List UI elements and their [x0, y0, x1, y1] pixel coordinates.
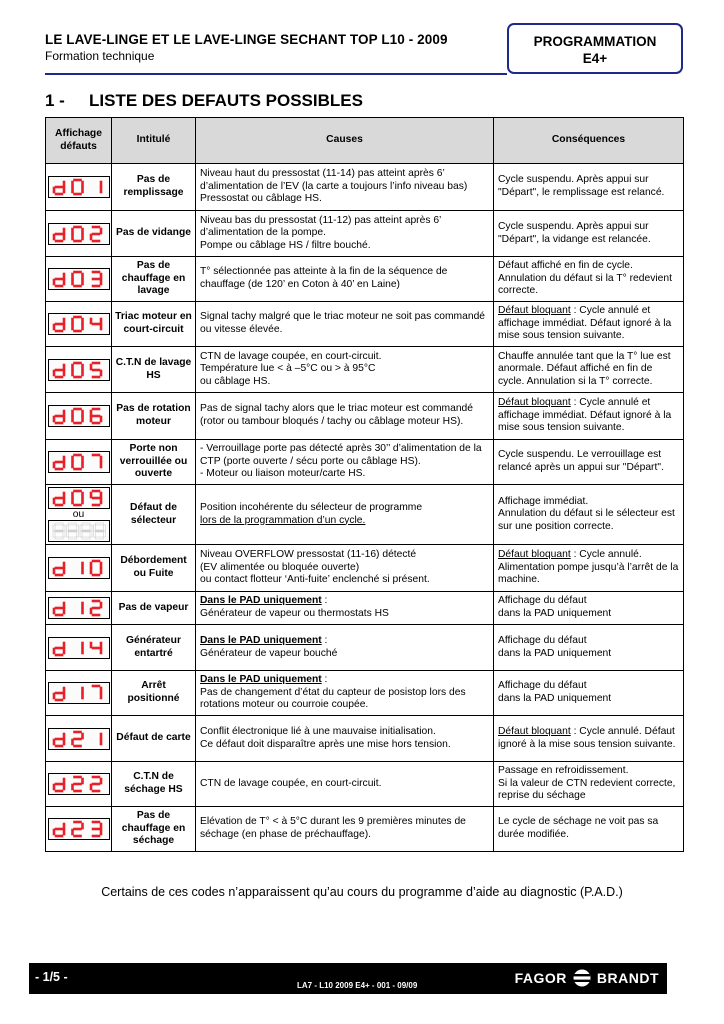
programmation-box: [507, 23, 683, 74]
consequence-line: Passage en refroidissement.: [498, 765, 629, 777]
table-row: [46, 257, 684, 302]
cause-line: Générateur de vapeur ou thermostats HS: [200, 608, 389, 619]
segment-display-icon: [48, 728, 110, 750]
consequence-line: Affichage immédiat.: [498, 495, 589, 507]
defect-consequences: [494, 393, 684, 440]
cause-line: ou contact flotteur ‘Anti-fuite’ enclenché si présent.: [200, 574, 430, 586]
consequence-line: : Cycle annulé. Alimentation pompe jusqu’à l’arrêt de la machine.: [498, 549, 679, 586]
consequence-line: Si la valeur de CTN redevient correcte, reprise du séchage: [498, 777, 676, 802]
defect-display-cell: [46, 440, 112, 485]
consequence-line: Défaut affiché en fin de cycle. Annulation du défaut si la T° redevient correcte.: [498, 260, 672, 297]
brand-right: BRANDT: [596, 970, 659, 986]
defect-label: Défaut de carte: [112, 716, 196, 762]
consequence-line: Affichage du défaut: [498, 595, 587, 607]
defect-causes: [196, 257, 494, 302]
consequence-line: Affichage du défaut: [498, 680, 587, 692]
defect-label: Triac moteur en court-circuit: [112, 302, 196, 347]
cause-line: Niveau bas du pressostat (11-12) pas atteint après 6’ d’alimentation de la pompe.: [200, 214, 441, 239]
defect-label: C.T.N de lavage HS: [112, 347, 196, 393]
defect-label: Pas de chauffage en lavage: [112, 257, 196, 302]
table-row: [46, 671, 684, 716]
segment-display-dim-icon: [48, 520, 110, 542]
defect-label: Pas de remplissage: [112, 164, 196, 211]
blocking-defect-label: Défaut bloquant: [498, 397, 571, 409]
defect-consequences: [494, 807, 684, 852]
table-row: [46, 716, 684, 762]
defect-causes: [196, 762, 494, 807]
defect-causes: [196, 211, 494, 257]
defect-label: Pas de rotation moteur: [112, 393, 196, 440]
segment-display-icon: [48, 597, 110, 619]
defect-consequences: [494, 347, 684, 393]
table-row: [46, 347, 684, 393]
table-row: [46, 440, 684, 485]
page-number: - 1/5 -: [35, 970, 68, 984]
cause-line: Niveau haut du pressostat (11-14) pas atteint après 6’ d’alimentation de l’EV (la carte a toujours l’info niveau bas): [200, 168, 468, 192]
table-row: [46, 164, 684, 211]
table-row: [46, 545, 684, 592]
blocking-defect-label: Défaut bloquant: [498, 549, 571, 561]
section-number: 1 -: [45, 91, 65, 110]
defect-label: Débordement ou Fuite: [112, 545, 196, 592]
defect-label: Générateur entartré: [112, 625, 196, 671]
consequence-line: dans la PAD uniquement: [498, 608, 612, 619]
segment-display-icon: [48, 268, 110, 290]
consequence-line: : Cycle annulé et affichage immédiat. Défaut ignoré à la mise sous tension suivante.: [498, 305, 672, 342]
segment-display-icon: [48, 487, 110, 509]
segment-display-icon: [48, 451, 110, 473]
segment-display-icon: [48, 637, 110, 659]
cause-line: Niveau OVERFLOW pressostat (11-16) détecté: [200, 549, 417, 561]
cause-line: Signal tachy malgré que le triac moteur ne soit pas commandé ou vitesse élevée.: [200, 311, 486, 335]
cause-line: (EV alimentée ou bloquée ouverte): [200, 561, 360, 573]
cause-line: Pas de signal tachy alors que le triac moteur est commandé (rotor ou tambour bloqués / tachy ou câblage moteur HS).: [200, 403, 474, 427]
defect-consequences: [494, 592, 684, 625]
defect-label: Pas de vapeur: [112, 592, 196, 625]
defect-consequences: [494, 716, 684, 762]
segment-display-icon: [48, 176, 110, 198]
document-reference: LA7 - L10 2009 E4+ - 001 - 09/09: [297, 981, 418, 990]
segment-display-icon: [48, 682, 110, 704]
defect-causes: [196, 807, 494, 852]
defect-causes: [196, 164, 494, 211]
defect-causes: [196, 347, 494, 393]
defect-display-cell: [46, 164, 112, 211]
defect-label: Pas de chauffage en séchage: [112, 807, 196, 852]
blocking-defect-label: Défaut bloquant: [498, 305, 571, 317]
defect-label: Défaut de sélecteur: [112, 485, 196, 545]
cause-line: Ce défaut doit disparaître après une mise hors tension.: [200, 738, 451, 750]
defect-display-cell: [46, 592, 112, 625]
defect-causes: [196, 393, 494, 440]
cause-line: Pressostat ou câblage HS.: [200, 193, 322, 205]
document-title: LE LAVE-LINGE ET LE LAVE-LINGE SECHANT TOP L10 - 2009: [45, 32, 448, 47]
cause-line: CTN de lavage coupée, en court-circuit.: [200, 350, 382, 362]
segment-display-icon: [48, 223, 110, 245]
defect-consequences: [494, 625, 684, 671]
defect-display-cell: [46, 211, 112, 257]
defect-display-cell: [46, 545, 112, 592]
header-rule: [45, 73, 507, 75]
defect-causes: [196, 716, 494, 762]
cause-line: Température lue < à –5°C ou > à 95°C: [200, 363, 376, 375]
footer-bar: [29, 963, 667, 994]
defect-display-cell: [46, 485, 112, 545]
pad-only-label: Dans le PAD uniquement: [200, 674, 322, 686]
programmation-version: E4+: [582, 51, 608, 66]
blocking-defect-label: Défaut bloquant: [498, 725, 571, 737]
defect-consequences: [494, 762, 684, 807]
pad-only-label: Dans le PAD uniquement: [200, 634, 322, 646]
defect-label: C.T.N de séchage HS: [112, 762, 196, 807]
cause-line: Générateur de vapeur bouché: [200, 647, 338, 659]
table-row: [46, 762, 684, 807]
segment-display-icon: [48, 313, 110, 335]
consequence-line: Annulation du défaut si le sélecteur est sur une position correcte.: [498, 508, 675, 532]
defect-causes: Dans le PAD uniquement : Pas de changement d’état du capteur de posistop lors des rotations moteur ou courroie coupée.: [196, 671, 494, 716]
programmation-label: PROGRAMMATION: [533, 34, 657, 49]
consequence-line: : Cycle annulé et affichage immédiat. Défaut ignoré à la mise sous tension suivante.: [498, 397, 672, 434]
table-row: [46, 592, 684, 625]
cause-line: Conflit électronique lié à une mauvaise initialisation.: [200, 725, 436, 737]
cause-line: T° sélectionnée pas atteinte à la fin de la séquence de chauffage (de 120’ en Coton à 40’ en Laine): [200, 266, 448, 290]
defect-causes: [196, 485, 494, 545]
defect-display-cell: [46, 625, 112, 671]
brand-left: FAGOR: [514, 970, 567, 986]
consequence-line: dans la PAD uniquement: [498, 693, 612, 704]
segment-display-icon: [48, 557, 110, 579]
defect-consequences: [494, 485, 684, 545]
pad-only-label: Dans le PAD uniquement: [200, 595, 322, 607]
cause-line: Pompe ou câblage HS / filtre bouché.: [200, 239, 371, 251]
consequence-line: Cycle suspendu. Le verrouillage est relancé après un appui sur "Départ".: [498, 449, 664, 473]
defect-consequences: [494, 440, 684, 485]
segment-display-icon: [48, 773, 110, 795]
document-subtitle: Formation technique: [45, 49, 155, 63]
defect-label: Pas de vidange: [112, 211, 196, 257]
defect-consequences: [494, 671, 684, 716]
cause-line: CTN de lavage coupée, en court-circuit.: [200, 777, 382, 789]
consequence-line: Affichage du défaut: [498, 634, 587, 646]
defect-display-cell: [46, 393, 112, 440]
table-header-row: [46, 118, 684, 164]
brand-mark-icon: [571, 969, 593, 987]
section-heading: LISTE DES DEFAUTS POSSIBLES: [89, 91, 363, 110]
header-label: Intitulé: [112, 118, 196, 164]
defect-consequences: [494, 257, 684, 302]
consequence-line: Le cycle de séchage ne voit pas sa durée modifiée.: [498, 816, 659, 840]
cause-line-underlined: lors de la programmation d’un cycle.: [200, 514, 366, 526]
cause-line: Elévation de T° < à 5°C durant les 9 premières minutes de séchage (en phase de préchauffage).: [200, 816, 466, 840]
defect-causes: Dans le PAD uniquement : Générateur de vapeur bouché: [196, 625, 494, 671]
table-row: [46, 485, 684, 545]
cause-line: Pas de changement d’état du capteur de posistop lors des rotations moteur ou courroie coupée.: [200, 686, 466, 711]
defect-display-cell: [46, 807, 112, 852]
defect-causes: [196, 440, 494, 485]
segment-display-icon: [48, 818, 110, 840]
defects-table: [45, 117, 684, 852]
defect-consequences: [494, 302, 684, 347]
defect-causes: [196, 302, 494, 347]
defect-label: Porte non verrouillée ou ouverte: [112, 440, 196, 485]
defect-display-cell: [46, 347, 112, 393]
defect-consequences: [494, 545, 684, 592]
segment-display-icon: [48, 359, 110, 381]
section-title: [45, 91, 363, 111]
consequence-line: Cycle suspendu. Après appui sur "Départ", le remplissage est relancé.: [498, 174, 665, 198]
defect-display-cell: [46, 257, 112, 302]
defect-consequences: [494, 164, 684, 211]
consequence-line: Chauffe annulée tant que la T° lue est anormale. Défaut affiché en fin de cycle. Annulation si la T° correcte.: [498, 350, 671, 387]
table-row: [46, 807, 684, 852]
cause-line: - Moteur ou liaison moteur/carte HS.: [200, 468, 366, 480]
defect-label: Arrêt positionné: [112, 671, 196, 716]
header-display: Affichage défauts: [46, 118, 112, 164]
brand-logo: [515, 969, 659, 987]
header-causes: Causes: [196, 118, 494, 164]
table-row: [46, 625, 684, 671]
consequence-line: Cycle suspendu. Après appui sur "Départ", la vidange est relancée.: [498, 220, 651, 245]
defect-display-cell: [46, 716, 112, 762]
consequence-line: dans la PAD uniquement: [498, 647, 612, 659]
table-row: [46, 211, 684, 257]
defect-display-cell: [46, 762, 112, 807]
defect-display-cell: [46, 671, 112, 716]
table-row: [46, 302, 684, 347]
segment-display-icon: [48, 405, 110, 427]
defect-display-cell: [46, 302, 112, 347]
header-consequences: Conséquences: [494, 118, 684, 164]
table-row: [46, 393, 684, 440]
display-or: ou: [72, 509, 85, 520]
cause-line: Position incohérente du sélecteur de programme: [200, 501, 423, 513]
footer-note: Certains de ces codes n’apparaissent qu’au cours du programme d’aide au diagnostic (P.A.D.): [101, 885, 623, 899]
cause-line: - Verrouillage porte pas détecté après 30’’ d’alimentation de la CTP (porte ouverte / sécu porte ou câblage HS).: [200, 443, 482, 467]
consequence-line: : Cycle annulé. Défaut ignoré à la mise sous tension suivante.: [498, 725, 676, 750]
cause-line: ou câblage HS.: [200, 375, 271, 387]
defect-causes: Dans le PAD uniquement : Générateur de vapeur ou thermostats HS: [196, 592, 494, 625]
defect-causes: [196, 545, 494, 592]
defect-consequences: [494, 211, 684, 257]
